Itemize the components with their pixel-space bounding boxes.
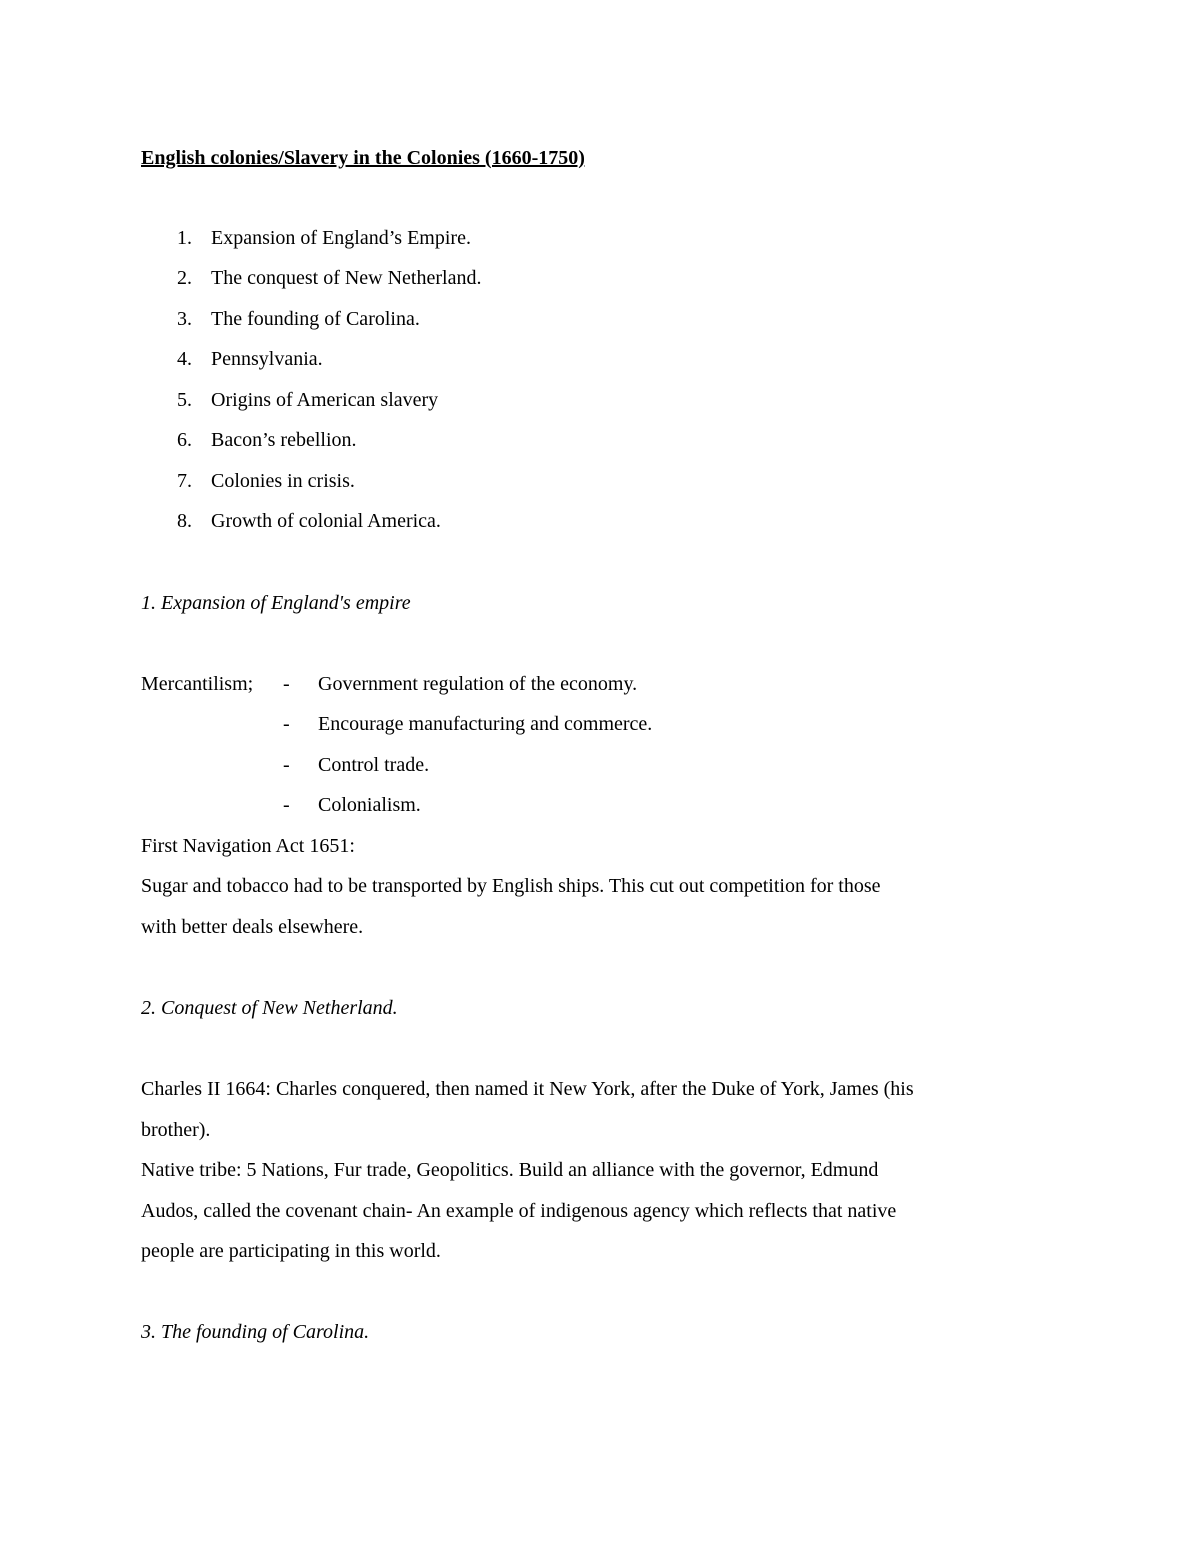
paragraph-line: Charles II 1664: Charles conquered, then named it New York, after the Duke of York, James (his	[141, 1078, 914, 1100]
paragraph-line: Native tribe: 5 Nations, Fur trade, Geopolitics. Build an alliance with the governor, Edmund	[141, 1159, 879, 1181]
section-heading-expansion: 1. Expansion of England's empire	[141, 592, 411, 614]
list-number: 3.	[177, 308, 192, 330]
bullet-dash: -	[283, 713, 290, 735]
bullet-dash: -	[283, 794, 290, 816]
bullet-dash: -	[283, 673, 290, 695]
document-title: English colonies/Slavery in the Colonies (1660-1750)	[141, 147, 585, 169]
list-number: 8.	[177, 510, 192, 532]
paragraph-line: Audos, called the covenant chain- An example of indigenous agency which reflects that native	[141, 1200, 897, 1222]
list-number: 7.	[177, 470, 192, 492]
list-text: Pennsylvania.	[211, 348, 323, 370]
section-heading-carolina: 3. The founding of Carolina.	[141, 1321, 370, 1343]
list-number: 6.	[177, 429, 192, 451]
bullet-item: Control trade.	[318, 754, 430, 776]
list-number: 1.	[177, 227, 192, 249]
list-text: The conquest of New Netherland.	[211, 267, 482, 289]
list-text: The founding of Carolina.	[211, 308, 420, 330]
paragraph-line: Sugar and tobacco had to be transported by English ships. This cut out competition for those	[141, 875, 881, 897]
bullet-item: Government regulation of the economy.	[318, 673, 638, 695]
bullet-item: Encourage manufacturing and commerce.	[318, 713, 653, 735]
bullet-item: Colonialism.	[318, 794, 421, 816]
navigation-act-title: First Navigation Act 1651:	[141, 835, 355, 857]
paragraph-line: with better deals elsewhere.	[141, 916, 364, 938]
paragraph-line: brother).	[141, 1119, 211, 1141]
section-heading-new-netherland: 2. Conquest of New Netherland.	[141, 997, 398, 1019]
list-number: 4.	[177, 348, 192, 370]
list-number: 2.	[177, 267, 192, 289]
list-text: Origins of American slavery	[211, 389, 439, 411]
paragraph-line: people are participating in this world.	[141, 1240, 441, 1262]
list-text: Growth of colonial America.	[211, 510, 441, 532]
bullet-dash: -	[283, 754, 290, 776]
list-text: Colonies in crisis.	[211, 470, 355, 492]
list-text: Bacon’s rebellion.	[211, 429, 357, 451]
mercantilism-label: Mercantilism;	[141, 673, 254, 695]
list-text: Expansion of England’s Empire.	[211, 227, 471, 249]
list-number: 5.	[177, 389, 192, 411]
